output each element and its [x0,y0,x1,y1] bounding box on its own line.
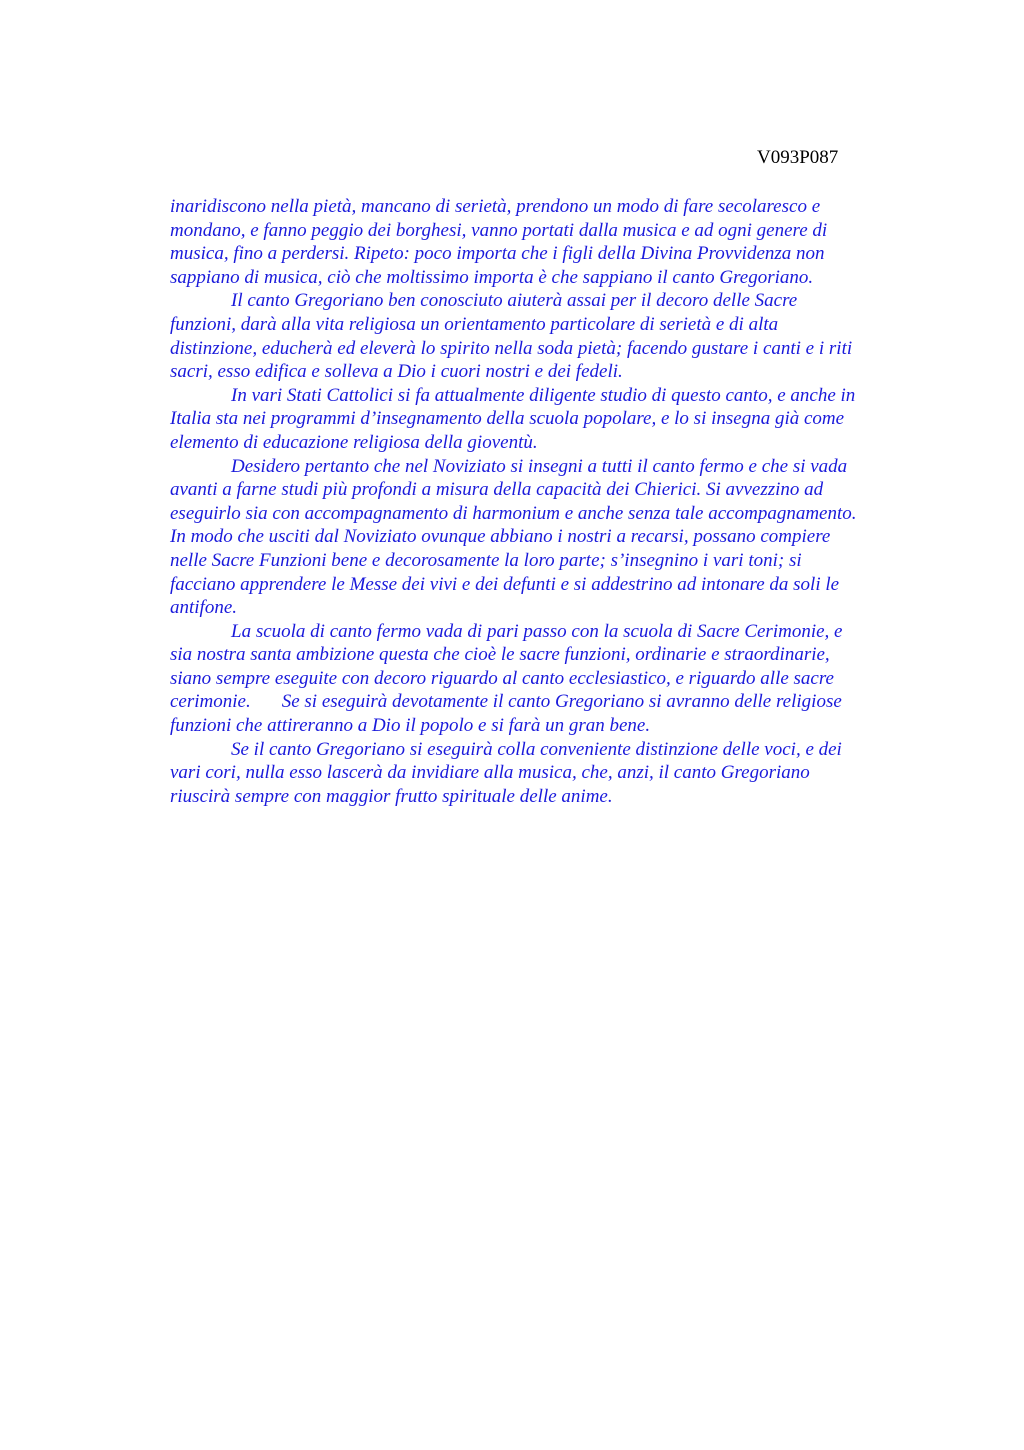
text-line: eseguirlo sia con accompagnamento di harmonium e anche senza tale accompagnamento. [170,502,857,524]
text-line: sappiano di musica, ciò che moltissimo importa è che sappiano il canto Gregoriano. [170,266,814,288]
paragraph-start-line: La scuola di canto fermo vada di pari passo con la scuola di Sacre Cerimonie, e [231,620,843,642]
text-line: Italia sta nei programmi d’insegnamento della scuola popolare, e lo si insegna già come [170,408,845,430]
text-line: sacri, esso edifica e solleva a Dio i cuori nostri e dei fedeli. [170,361,623,383]
page-code: V093P087 [757,147,839,168]
text-line: avanti a farne studi più profondi a misura della capacità dei Chierici. Si avvezzino ad [170,479,824,501]
paragraph-start-line: Desidero pertanto che nel Noviziato si insegni a tutti il canto fermo e che si vada [231,455,848,477]
document-body [170,195,920,808]
text-line: funzioni, darà alla vita religiosa un orientamento particolare di serietà e di alta [170,313,779,335]
paragraph-start-line: In vari Stati Cattolici si fa attualmente diligente studio di questo canto, e anche in [231,384,856,406]
text-line: vari cori, nulla esso lascerà da invidiare alla musica, che, anzi, il canto Gregoriano [170,762,810,784]
text-line-split [170,690,920,714]
text-segment: cerimonie. [170,691,251,713]
text-line: elemento di educazione religiosa della gioventù. [170,431,538,453]
text-line: inaridiscono nella pietà, mancano di serietà, prendono un modo di fare secolaresco e [170,196,821,217]
text-line: antifone. [170,597,238,619]
text-line: funzioni che attireranno a Dio il popolo e si farà un gran bene. [170,715,651,737]
text-line: sia nostra santa ambizione questa che cioè le sacre funzioni, ordinarie e straordinarie, [170,644,830,666]
text-line: musica, fino a perdersi. Ripeto: poco importa che i figli della Divina Provvidenza non [170,243,825,265]
text-line: mondano, e fanno peggio dei borghesi, vanno portati dalla musica e ad ogni genere di [170,219,828,241]
text-line: facciano apprendere le Messe dei vivi e dei defunti e si addestrino ad intonare da soli le [170,573,840,595]
text-line: distinzione, educherà ed eleverà lo spirito nella soda pietà; facendo gustare i canti e i riti [170,337,853,359]
text-line: riuscirà sempre con maggior frutto spirituale delle anime. [170,785,613,807]
text-line: In modo che usciti dal Noviziato ovunque abbiano i nostri a recarsi, possano compiere [170,526,831,548]
text-line: siano sempre eseguite con decoro riguardo al canto ecclesiastico, e riguardo alle sacre [170,667,834,689]
text-line: nelle Sacre Funzioni bene e decorosamente la loro parte; s’insegnino i vari toni; si [170,549,802,571]
paragraph-start-line: Se il canto Gregoriano si eseguirà colla conveniente distinzione delle voci, e dei [231,738,842,760]
text-segment: Se si eseguirà devotamente il canto Gregoriano si avranno delle religiose [281,691,842,713]
paragraph-start-line: Il canto Gregoriano ben conosciuto aiuterà assai per il decoro delle Sacre [231,290,798,312]
